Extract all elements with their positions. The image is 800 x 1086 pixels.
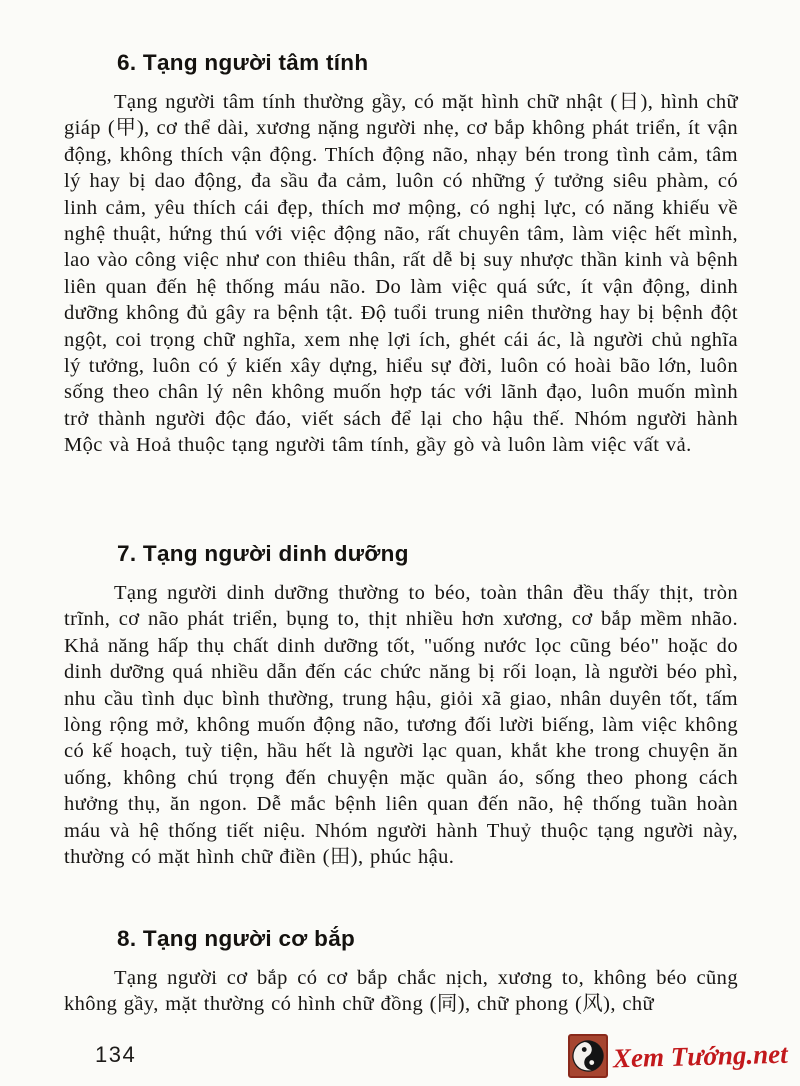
section-heading-co-bap: 8. Tạng người cơ bắp xyxy=(117,926,356,951)
section-body-tam-tinh: Tạng người tâm tính thường gầy, có mặt hình chữ nhật (日), hình chữ giáp (甲), cơ thể dài, xương nặng người nhẹ, cơ bắp không phát triển, ít vận động, không thích vận động. Thích động não, nhạy bén trong tình cảm, tâm lý hay bị dao động, đa sầu đa cảm, luôn có những ý tưởng siêu phàm, có linh cảm, yêu thích cái đẹp, thích mơ mộng, có nghị lực, có năng khiếu về nghệ thuật, hứng thú với việc động não, rất chuyên tâm, làm việc hết mình, lao vào công việc như con thiêu thân, rất dễ bị suy nhược thần kinh và bệnh liên quan đến hệ thống máu não. Do làm việc quá sức, ít vận động, dinh dưỡng không đủ gây ra bệnh tật. Độ tuổi trung niên thường hay bị bệnh đột ngột, coi trọng chữ nghĩa, xem nhẹ lợi ích, ghét cái ác, là người chủ nghĩa lý tưởng, luôn có ý kiến xây dựng, hiểu sự đời, luôn có hoài bão lớn, luôn sống theo chân lý nên không muốn hợp tác với lãnh đạo, luôn muốn mình trở thành người độc đáo, viết sách để lại cho hậu thế. Nhóm người hành Mộc và Hoả thuộc tạng người tâm tính, gầy gò và luôn làm việc vất vả. xyxy=(64,91,738,457)
section-heading-tam-tinh: 6. Tạng người tâm tính xyxy=(117,50,369,75)
yin-yang-icon xyxy=(568,1034,608,1078)
section-tam-tinh xyxy=(64,50,738,513)
watermark-brand-text: Xem Tướng.net xyxy=(612,1038,789,1073)
watermark-logo xyxy=(568,1034,792,1078)
section-body-dinh-duong: Tạng người dinh dưỡng thường to béo, toàn thân đều thấy thịt, tròn trĩnh, cơ não phát triển, bụng to, thịt nhiều hơn xương, cơ bắp mềm nhão. Khả năng hấp thụ chất dinh dưỡng tốt, "uống nước lọc cũng béo" hoặc do dinh dưỡng quá nhiều dẫn đến các chức năng bị rối loạn, là người béo phì, nhu cầu tình dục bình thường, trung hậu, giỏi xã giao, nhân duyên tốt, tấm lòng rộng mở, không muốn động não, tương đối lười biếng, làm việc không có kế hoạch, tuỳ tiện, hầu hết là người lạc quan, khắt khe trong chuyện ăn uống, không chú trọng đến chuyện mặc quần áo, sống theo phong cách hưởng thụ, ăn ngon. Dễ mắc bệnh liên quan đến não, hệ thống tuần hoàn máu và hệ thống tiết niệu. Nhóm người hành Thuỷ thuộc tạng người này, thường có mặt hình chữ điền (田), phúc hậu. xyxy=(64,582,738,869)
section-body-co-bap: Tạng người cơ bắp có cơ bắp chắc nịch, xương to, không béo cũng không gầy, mặt thường có hình chữ đồng (同), chữ phong (风), chữ xyxy=(64,967,738,1016)
section-heading-dinh-duong: 7. Tạng người dinh dưỡng xyxy=(117,541,409,566)
page-number: 134 xyxy=(95,1042,137,1067)
section-dinh-duong xyxy=(64,541,738,898)
section-co-bap xyxy=(64,926,738,1019)
